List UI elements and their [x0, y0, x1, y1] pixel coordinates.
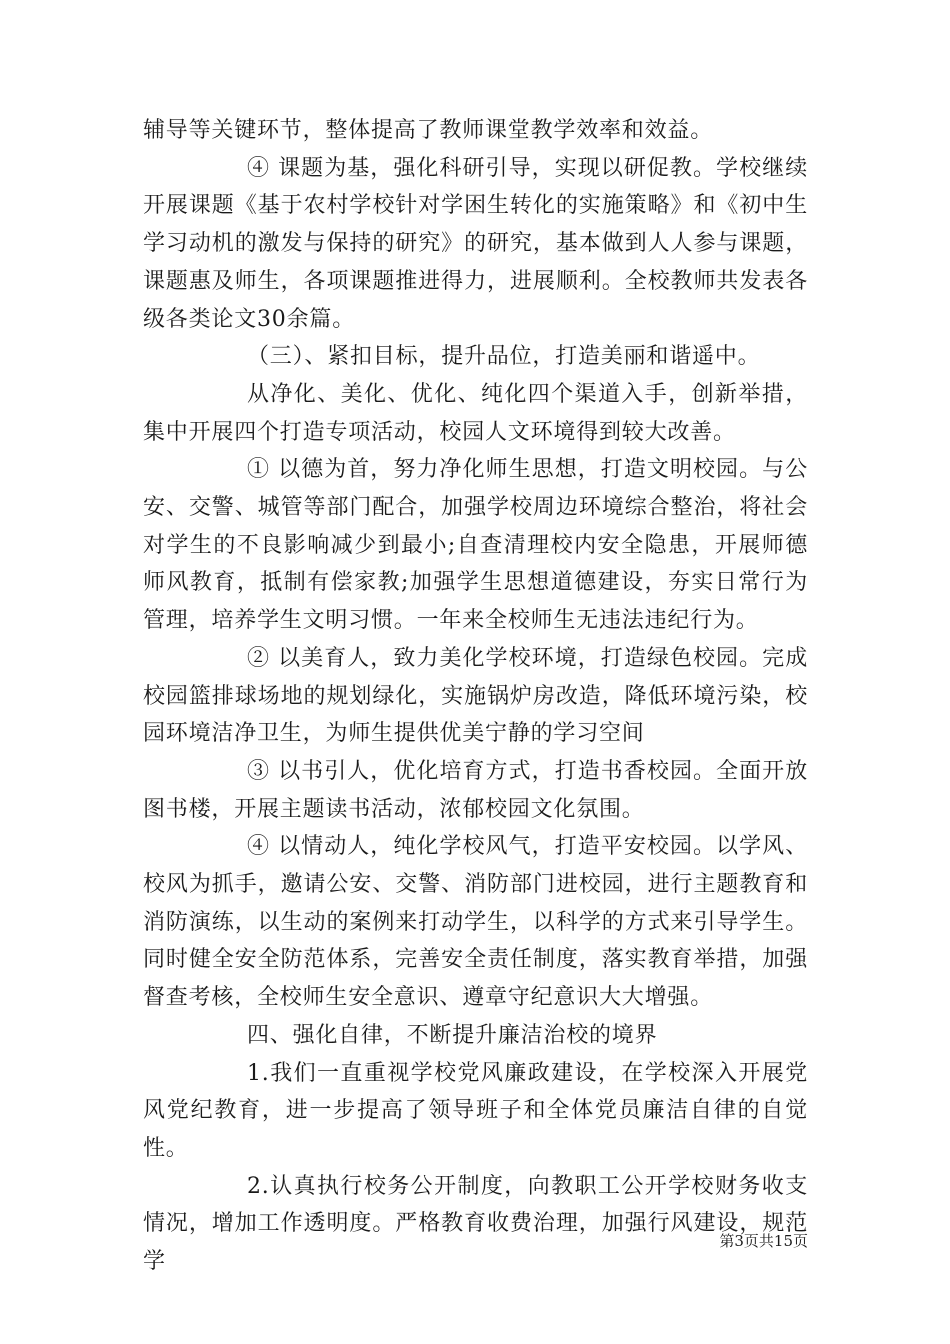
page-number-footer: 第3页共15页: [719, 1232, 808, 1250]
paragraph-5: ① 以德为首，努力净化师生思想，打造文明校园。与公安、交警、城管等部门配合，加强学校周边环境综合整治，将社会对学生的不良影响减少到最小;自查清理校内安全隐患，开展师德师风教育，抵制有偿家教;加强学生思想道德建设，夯实日常行为管理，培养学生文明习惯。一年来全校师生无违法违纪行为。: [143, 457, 808, 634]
paragraph-6: ② 以美育人，致力美化学校环境，打造绿色校园。完成校园篮排球场地的规划绿化，实施锅炉房改造，降低环境污染，校园环境洁净卫生，为师生提供优美宁静的学习空间: [143, 645, 808, 747]
paragraph-8: ④ 以情动人，纯化学校风气，打造平安校园。以学风、校风为抓手，邀请公安、交警、消防部门进校园，进行主题教育和消防演练，以生动的案例来打动学生，以科学的方式来引导学生。同时健全安全防范体系，完善安全责任制度，落实教育举措，加强督查考核，全校师生安全意识、遵章守纪意识大大增强。: [143, 834, 808, 1011]
paragraph-10: 1.我们一直重视学校党风廉政建设，在学校深入开展党风党纪教育，进一步提高了领导班子和全体党员廉洁自律的自觉性。: [143, 1060, 808, 1161]
paragraph-7: ③ 以书引人，优化培育方式，打造书香校园。全面开放图书楼，开展主题读书活动，浓郁校园文化氛围。: [143, 758, 808, 822]
section-heading-3: （三）、紧扣目标，提升品位，打造美丽和谐遥中。: [247, 344, 761, 370]
document-body: [143, 112, 808, 1281]
paragraph-2: ④ 课题为基，强化科研引导，实现以研促教。学校继续开展课题《基于农村学校针对学困生转化的实施策略》和《初中生学习动机的激发与保持的研究》的研究，基本做到人人参与课题，课题惠及师生，各项课题推进得力，进展顺利。全校教师共发表各级各类论文30余篇。: [143, 155, 808, 332]
paragraph-11: 2.认真执行校务公开制度，向教职工公开学校财务收支情况，增加工作透明度。严格教育收费治理，加强行风建设，规范学: [143, 1173, 808, 1275]
section-heading-4: 四、强化自律，不断提升廉洁治校的境界: [247, 1022, 658, 1048]
paragraph-1: 辅导等关键环节，整体提高了教师课堂教学效率和效益。: [143, 118, 714, 143]
paragraph-4: 从净化、美化、优化、纯化四个渠道入手，创新举措，集中开展四个打造专项活动，校园人文环境得到较大改善。: [143, 381, 808, 445]
